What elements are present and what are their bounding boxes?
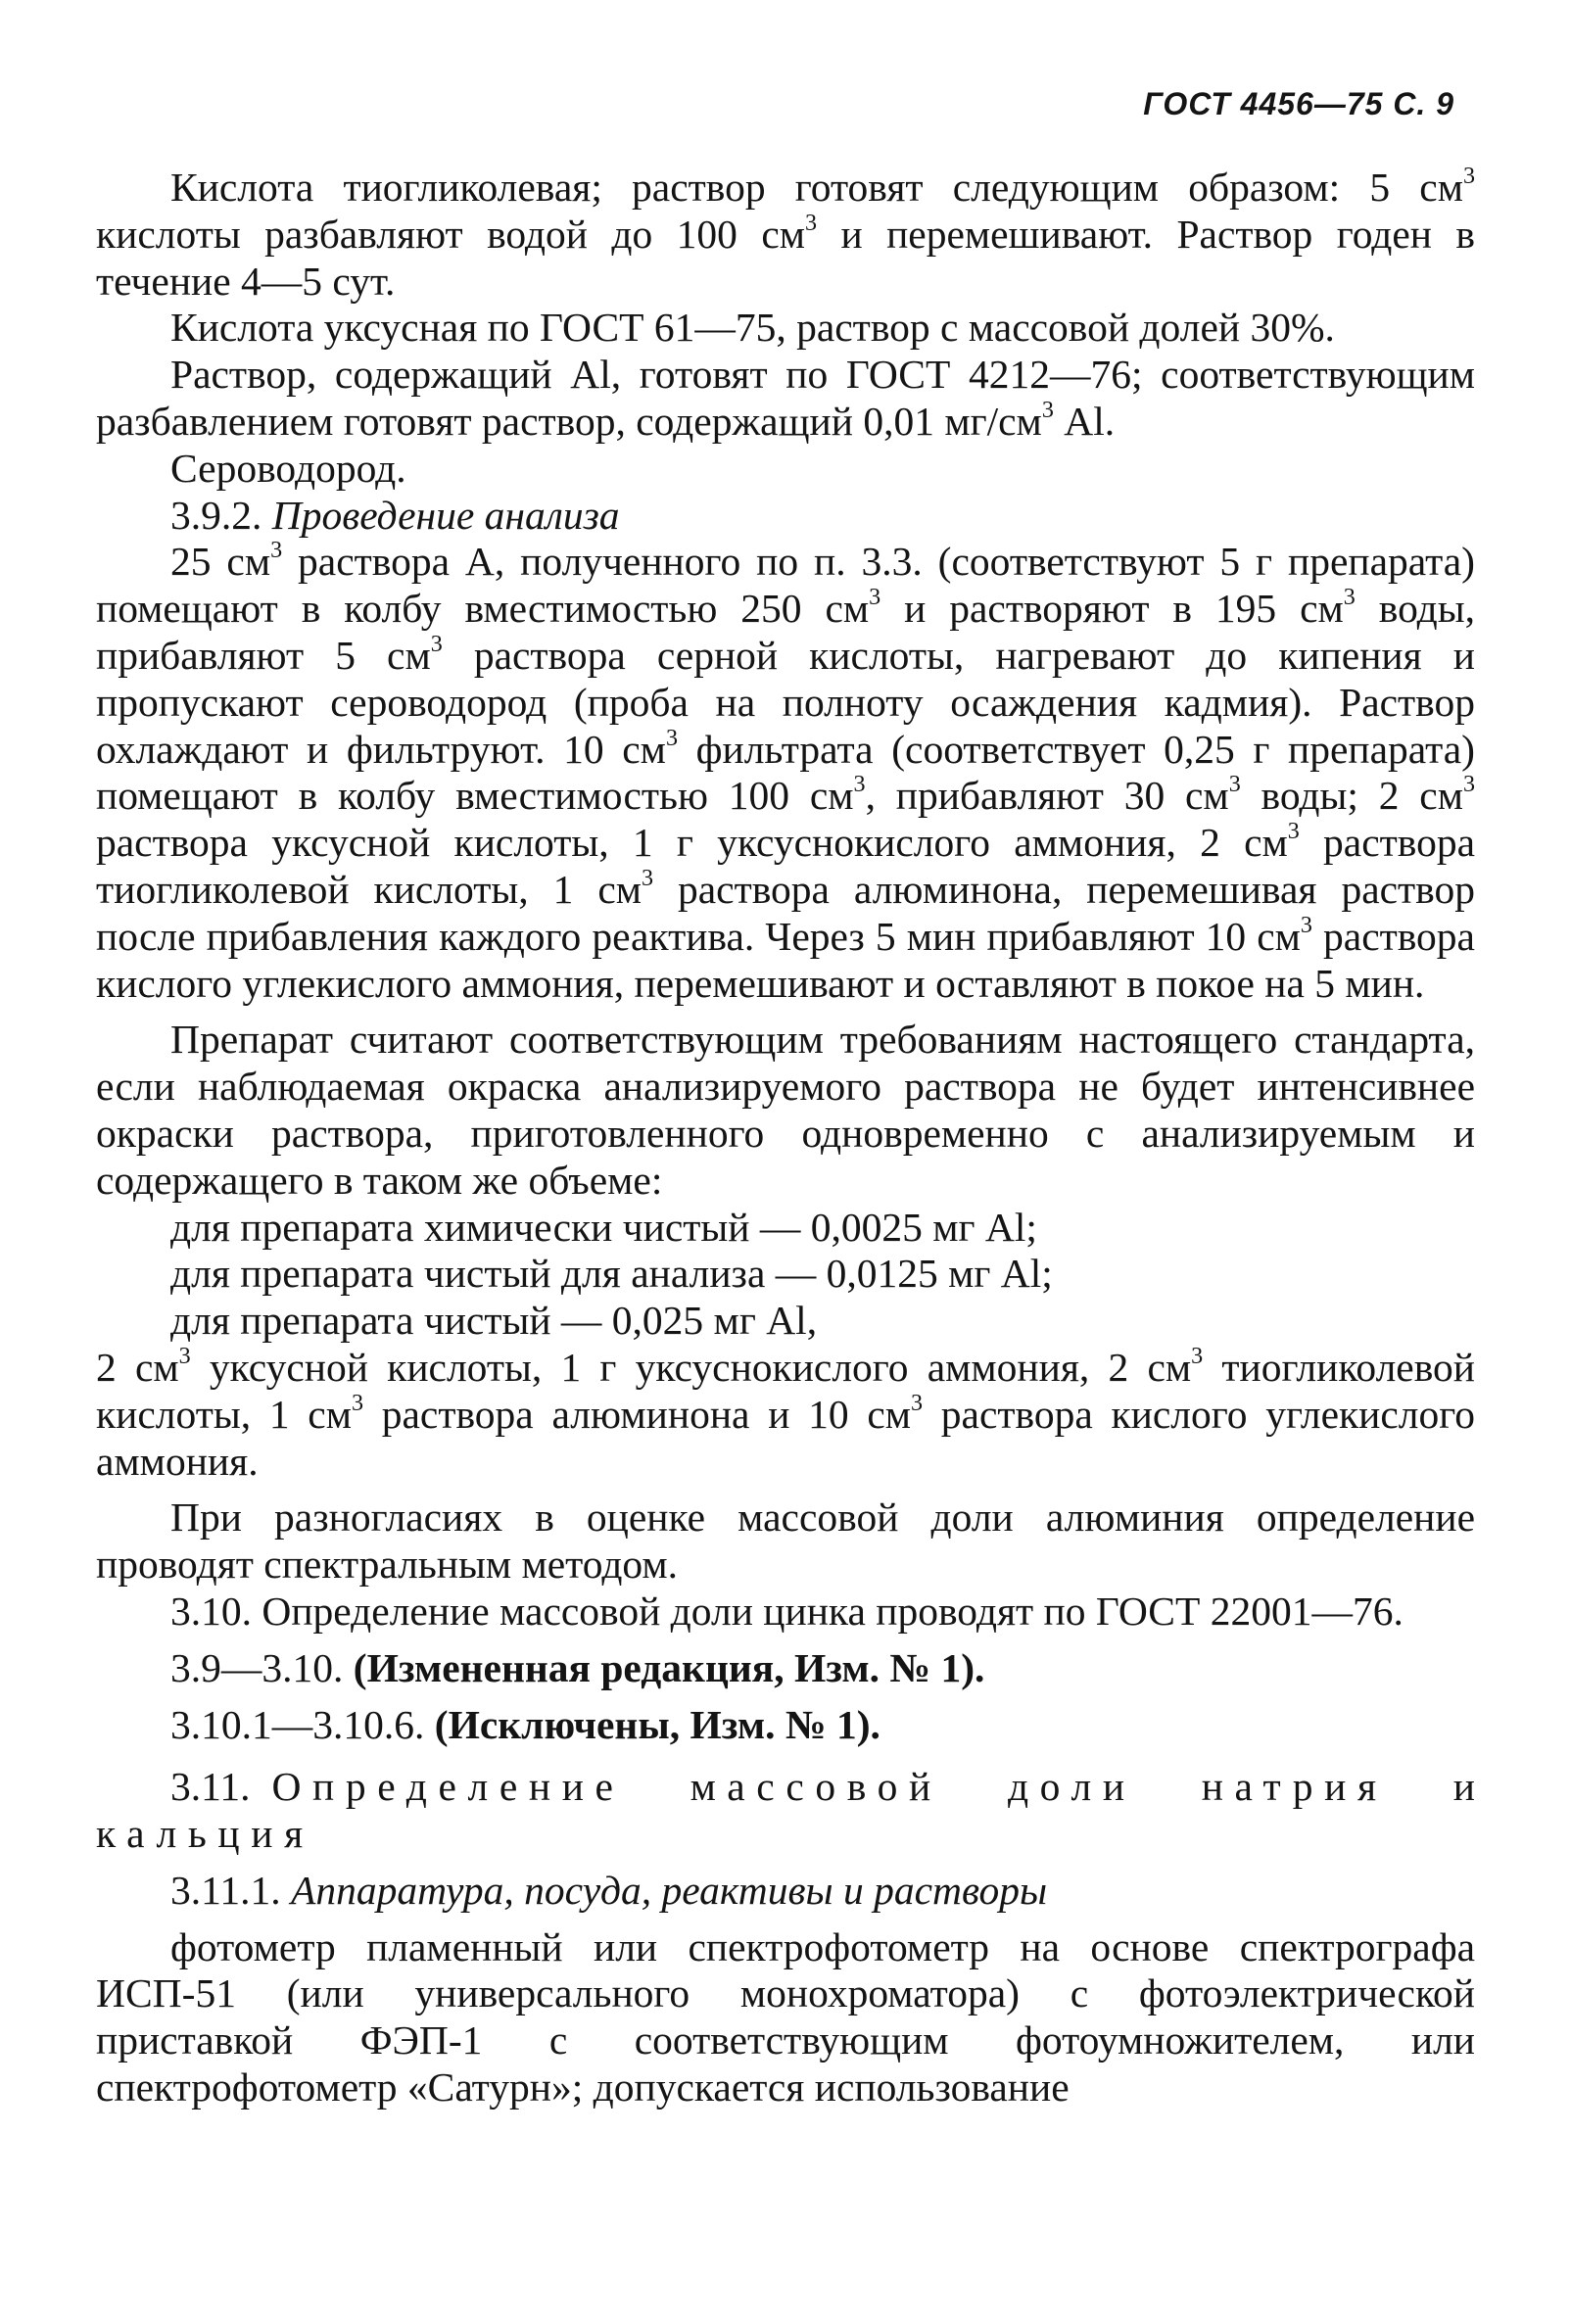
list-item: для препарата химически чистый — 0,0025 мг Al;	[170, 1204, 1037, 1250]
section-heading-continuation: кальция	[96, 1811, 314, 1857]
list-item: для препарата чистый для анализа — 0,0125 мг Al;	[170, 1251, 1053, 1297]
document-body	[96, 165, 1475, 2111]
amendment-note-3-9-3-10: 3.9—3.10. (Измененная редакция, Изм. № 1).	[170, 1644, 985, 1690]
section-heading-3-11-1: 3.11.1. Аппаратура, посуда, реактивы и растворы	[170, 1867, 1048, 1913]
section-heading-3-11	[96, 1764, 1475, 1858]
paragraph-apparatus: фотометр пламенный или спектрофотометр на основе спектрографа ИСП-51 (или универсального монохроматора) с фотоэлектрической приставкой ФЭП-1 с соответствующим фотоумножителем, или спектрофотометр «Сатурн»; допускается использование	[96, 1923, 1475, 2111]
paragraph-reference-solution: 2 $см^3$ уксусной кислоты, 1 г уксуснокислого аммония, 2 $см^3$ тиогликолевой кислоты, 1 $см^3$ раствора алюминона и 10 $см^3$ раствора кислого углекислого аммония.	[96, 1343, 1475, 1484]
list-item: для препарата чистый — 0,025 мг Al,	[170, 1298, 818, 1344]
paragraph-hydrogen-sulfide: Сероводород.	[170, 445, 406, 491]
paragraph-disagreements: При разногласиях в оценке массовой доли алюминия определение проводят спектральным методом.	[96, 1494, 1475, 1588]
section-number: 3.9.2.	[170, 492, 262, 538]
paragraph-thioglycolic-acid: Кислота тиогликолевая; раствор готовят следующим образом: 5 $см^3$ кислоты разбавляют водой до 100 $см^3$ и перемешивают. Раствор годен в течение 4—5 сут.	[96, 163, 1476, 304]
amendment-note-3-10-1: 3.10.1—3.10.6. (Исключены, Изм. № 1).	[170, 1701, 880, 1747]
section-heading-3-9-2	[96, 493, 1475, 540]
section-title: Проведение анализа	[271, 492, 620, 538]
page-header: ГОСТ 4456—75 С. 9	[1143, 86, 1454, 121]
paragraph-analysis-procedure: 25 $см^3$ раствора А, полученного по п. 3.3. (соответствуют 5 г препарата) помещают в колбу вместимостью 250 $см^3$ и растворяют в 195 $см^3$ воды, прибавляют 5 $см^3$ раствора серной кислоты, нагревают до кипения и пропускают сероводород (проба на полноту осаждения кадмия). Раствор охлаждают и фильтруют. 10 $см^3$ фильтрата (соответствует 0,25 г препарата) помещают в колбу вместимостью 100 $см^3$, прибавляют 30 $см^3$ воды; 2 $см^3$ раствора уксусной кислоты, 1 г уксуснокислого аммония, 2 $см^3$ раствора тиогликолевой кислоты, 1 $см^3$ раствора алюминона, перемешивая раствор после прибавления каждого реактива. Через 5 мин прибавляют 10 $см^3$ раствора кислого углекислого аммония, перемешивают и оставляют в покое на 5 мин.	[96, 538, 1476, 1006]
paragraph-al-solution: Раствор, содержащий Al, готовят по ГОСТ 4212—76; соответствующим разбавлением готовят раствор, содержащий 0,01 $мг/см^3$ Al.	[96, 352, 1475, 444]
paragraph-requirements: Препарат считают соответствующим требованиям настоящего стандарта, если наблюдаемая окраска анализируемого раствора не будет интенсивнее окраски раствора, приготовленного одновременно с анализируемым и содержащего в таком же объеме:	[96, 1017, 1475, 1203]
paragraph-acetic-acid: Кислота уксусная по ГОСТ 61—75, раствор с массовой долей 30%.	[170, 305, 1335, 351]
paragraph-3-10-zinc: 3.10. Определение массовой доли цинка проводят по ГОСТ 22001—76.	[170, 1588, 1403, 1634]
section-heading-line: 3.11. Определение массовой доли натрия и	[170, 1764, 1475, 1810]
